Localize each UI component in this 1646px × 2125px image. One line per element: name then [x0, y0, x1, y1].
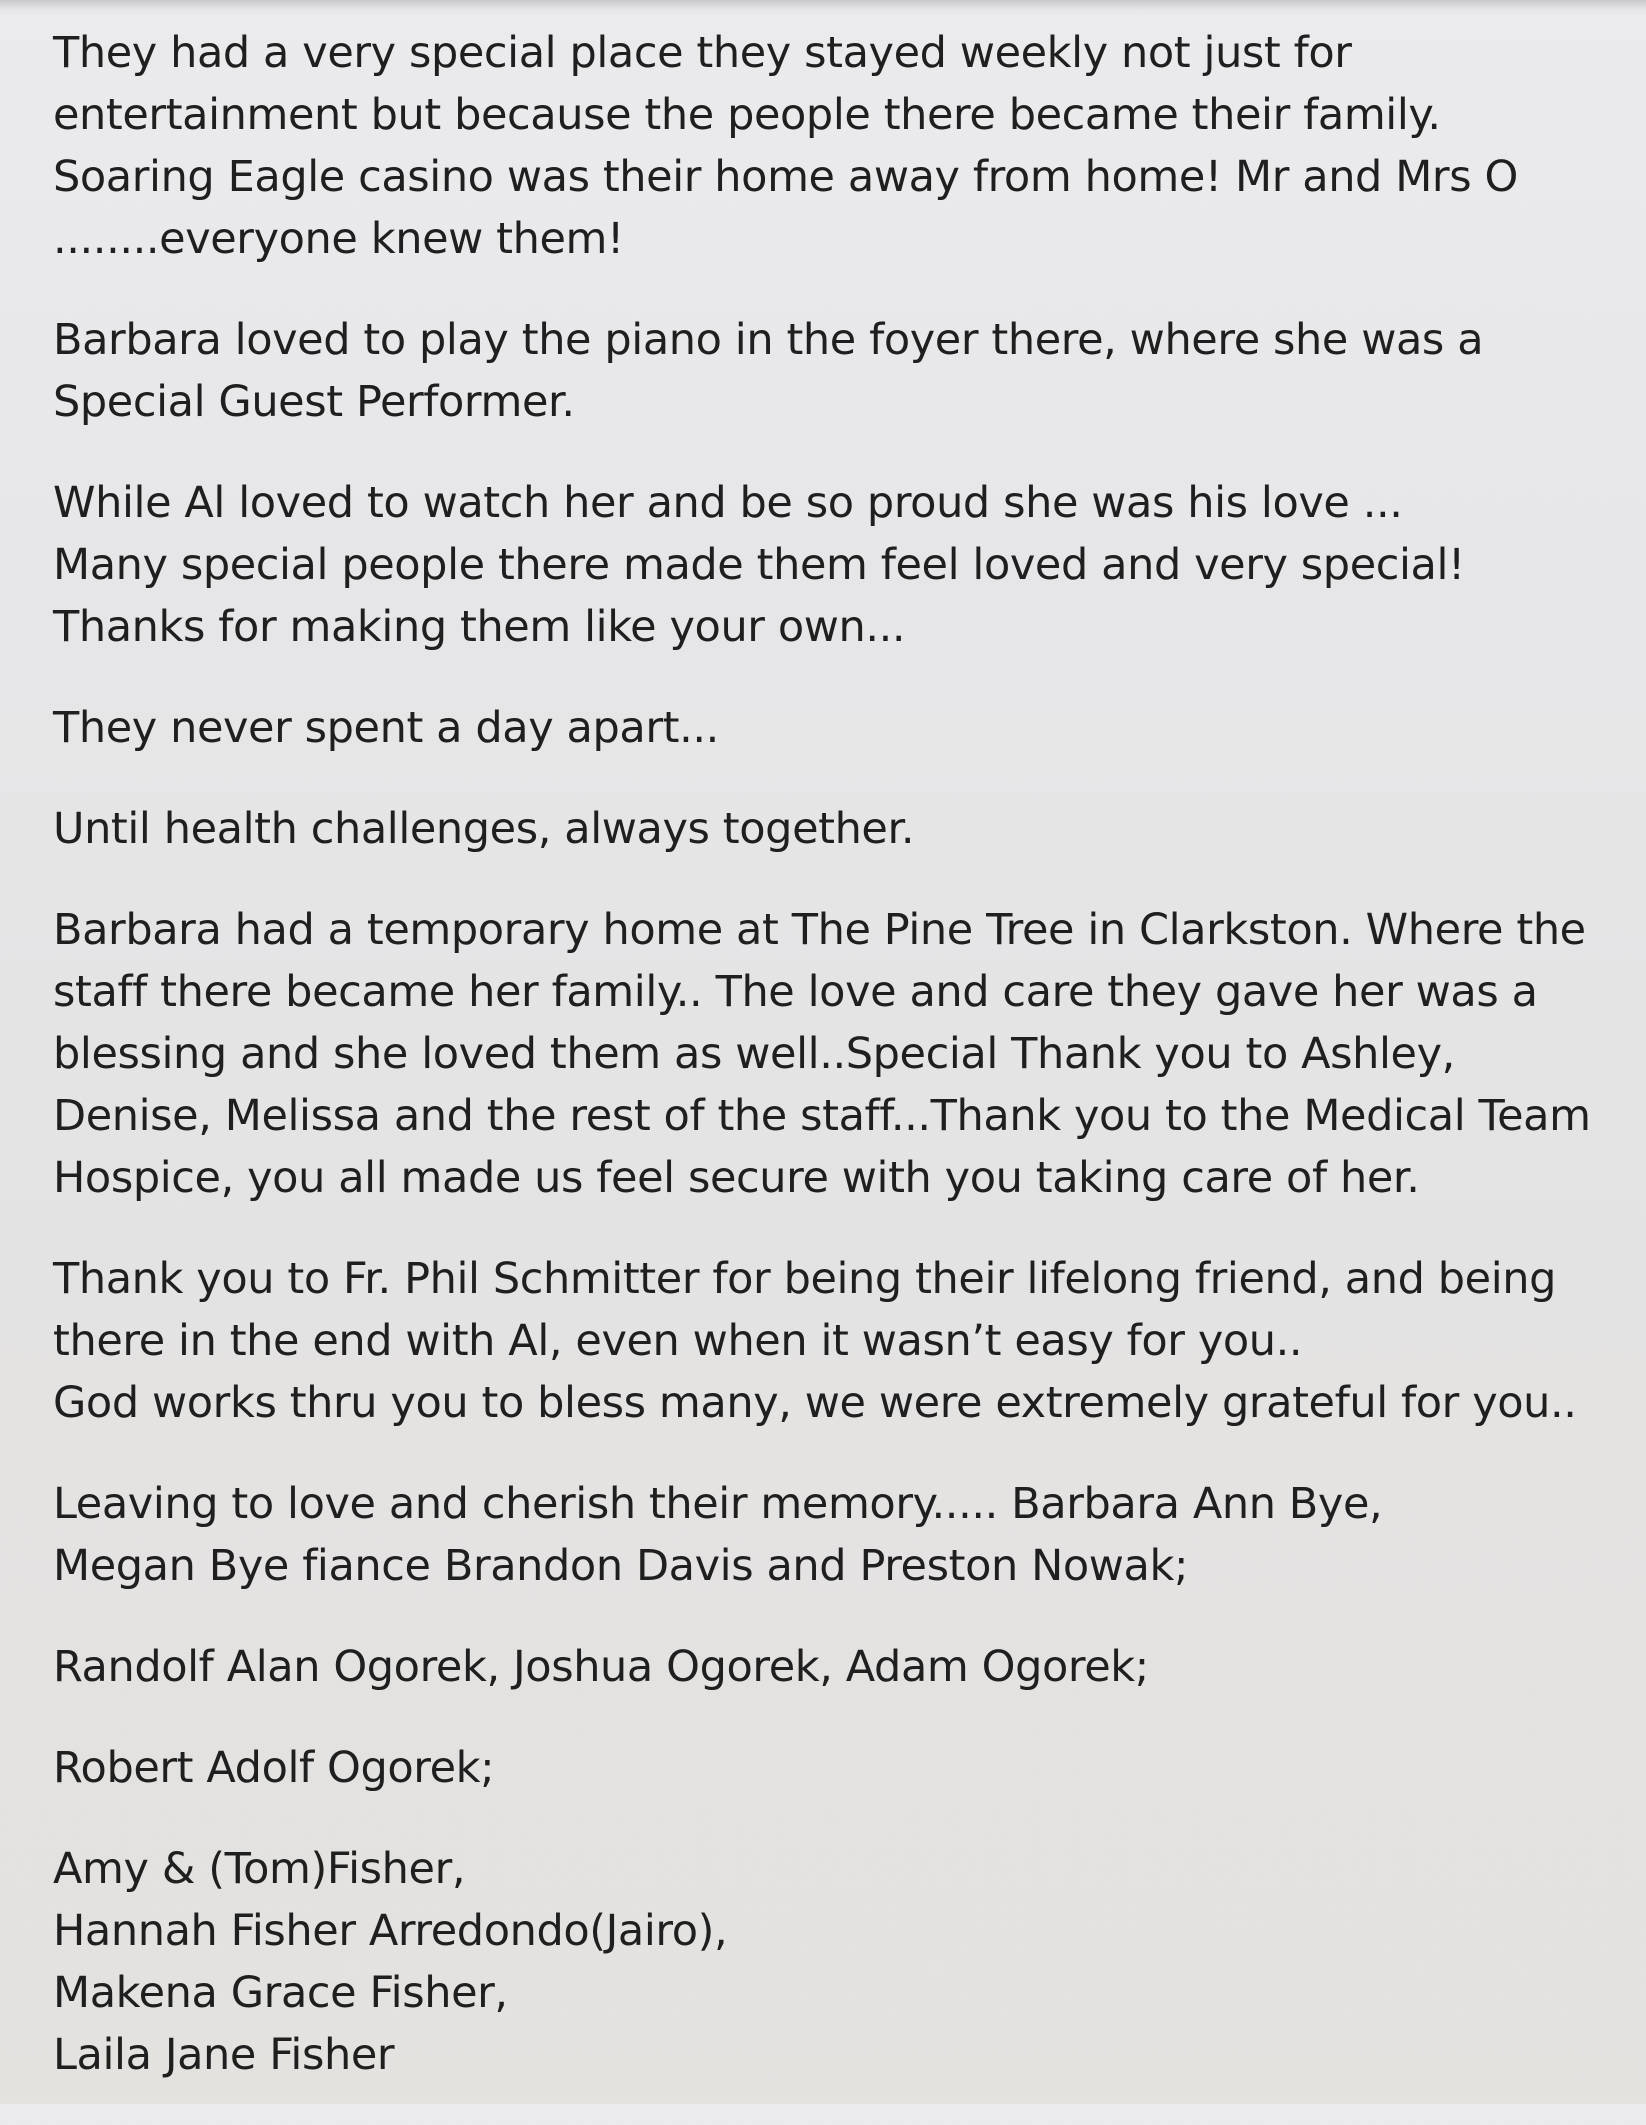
text-line: Robert Adolf Ogorek; [53, 1743, 495, 1793]
text-line: Until health challenges, always together. [53, 804, 915, 854]
text-line: Megan Bye fiance Brandon Davis and Preston Nowak; [53, 1541, 1189, 1591]
text-line: Barbara had a temporary home at The Pine Tree in Clarkston. Where the [53, 905, 1586, 955]
paragraph-fr-phil [53, 1248, 1633, 1434]
text-line: Makena Grace Fisher, [53, 1968, 508, 2018]
top-edge-shadow [0, 0, 1646, 16]
paragraph-casino [53, 22, 1633, 270]
text-line: blessing and she loved them as well..Special Thank you to Ashley, [53, 1029, 1455, 1079]
text-line: entertainment but because the people there became their family. [53, 90, 1441, 140]
paragraph-survivors [53, 1473, 1633, 1597]
text-line: Laila Jane Fisher [53, 2030, 395, 2080]
paragraph-al [53, 472, 1633, 658]
text-line: While Al loved to watch her and be so proud she was his love ... [53, 478, 1403, 528]
paragraph-fisher [53, 1838, 1633, 2086]
paragraph-robert [53, 1737, 1633, 1799]
text-line: They never spent a day apart... [53, 703, 719, 753]
text-line: Randolf Alan Ogorek, Joshua Ogorek, Adam Ogorek; [53, 1642, 1149, 1692]
text-line: ........everyone knew them! [53, 214, 624, 264]
text-line: Amy & (Tom)Fisher, [53, 1844, 466, 1894]
paragraph-pine-tree [53, 899, 1633, 1209]
text-line: staff there became her family.. The love and care they gave her was a [53, 967, 1538, 1017]
text-line: Special Guest Performer. [53, 377, 575, 427]
paragraph-never-apart [53, 697, 1633, 759]
text-line: Many special people there made them feel loved and very special! [53, 540, 1465, 590]
text-line: Leaving to love and cherish their memory..... Barbara Ann Bye, [53, 1479, 1383, 1529]
text-line: Thank you to Fr. Phil Schmitter for being their lifelong friend, and being [53, 1254, 1557, 1304]
text-line: Thanks for making them like your own... [53, 602, 906, 652]
obituary-text [53, 22, 1633, 2125]
text-line: They had a very special place they stayed weekly not just for [53, 28, 1352, 78]
text-line: Hannah Fisher Arredondo(Jairo), [53, 1906, 728, 1956]
paragraph-randolf [53, 1636, 1633, 1698]
text-line: Denise, Melissa and the rest of the staff...Thank you to the Medical Team [53, 1091, 1591, 1141]
paragraph-piano [53, 309, 1633, 433]
text-line: God works thru you to bless many, we were extremely grateful for you.. [53, 1378, 1577, 1428]
text-line: there in the end with Al, even when it wasn’t easy for you.. [53, 1316, 1303, 1366]
paragraph-together [53, 798, 1633, 860]
text-line: Barbara loved to play the piano in the foyer there, where she was a [53, 315, 1484, 365]
text-line: Hospice, you all made us feel secure with you taking care of her. [53, 1153, 1420, 1203]
text-line: Soaring Eagle casino was their home away from home! Mr and Mrs O [53, 152, 1518, 202]
